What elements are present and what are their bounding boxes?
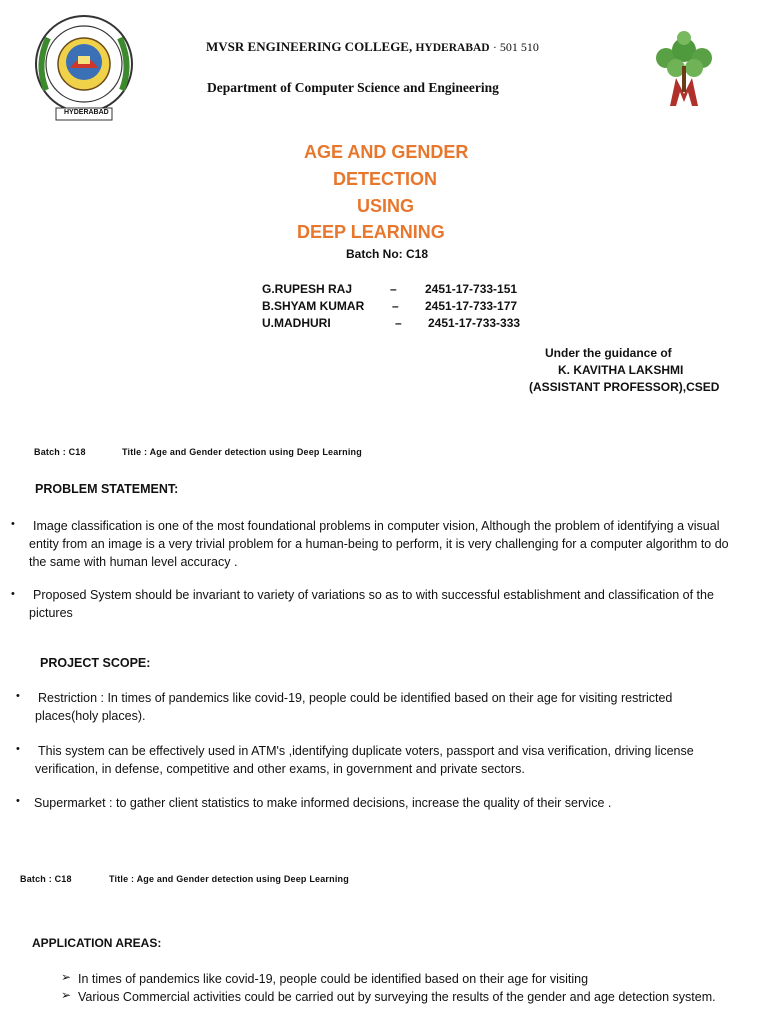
logo-caption: HYDERABAD [64, 109, 109, 116]
guide-name: K. KAVITHA LAKSHMI [558, 363, 684, 377]
guidance-label: Under the guidance of [545, 346, 672, 360]
member-dash-3: – [395, 316, 402, 330]
member-dash-1: – [390, 282, 397, 296]
member-name-2: B.SHYAM KUMAR [262, 299, 365, 313]
problem-item-1: Image classification is one of the most foundational problems in computer vision, Although the problem of identifying a visual entity from an image is a very trivial problem for a human-being to perform, it is very challenging for a computer algorithm to do the same with human level accuracy . [29, 519, 729, 569]
title-line-4: DEEP LEARNING [297, 222, 445, 242]
title-line-2: DETECTION [333, 169, 438, 189]
scope-item-2: This system can be effectively used in ATM's ,identifying duplicate voters, passport and visa verification, driving license verification, in defense, competitive and other exams, in government and private sectors. [35, 744, 694, 776]
member-name-3: U.MADHURI [262, 316, 331, 330]
member-dash-2: – [392, 299, 399, 313]
arrow-bullet-1: ➢ [61, 970, 72, 984]
department-name: Department of Computer Science and Engineering [207, 80, 499, 95]
problem-bullet-2: • [11, 588, 15, 600]
society-logo [626, 14, 744, 114]
guide-designation: (ASSISTANT PROFESSOR),CSED [529, 380, 720, 394]
member-roll-3: 2451-17-733-333 [428, 316, 521, 330]
running-header-title-2: Title : Age and Gender detection using Deep Learning [109, 874, 349, 884]
running-header-batch: Batch : C18 [34, 447, 86, 457]
scope-heading: PROJECT SCOPE: [40, 656, 151, 670]
application-item-1: In times of pandemics like covid-19, people could be identified based on their age for visiting [78, 972, 589, 986]
scope-bullet-2: • [16, 743, 20, 755]
applications-heading: APPLICATION AREAS: [32, 936, 162, 950]
problem-bullet-1: • [11, 518, 15, 530]
tree-logo-graphic [626, 14, 744, 114]
batch-number: Batch No: C18 [346, 247, 429, 261]
scope-item-3: Supermarket : to gather client statistics to make informed decisions, increase the quality of their service . [34, 796, 612, 810]
application-item-2: Various Commercial activities could be carried out by surveying the results of the gender and age detection system. [78, 990, 716, 1004]
running-header-batch-2: Batch : C18 [20, 874, 72, 884]
college-city: HYDERABAD [415, 42, 490, 54]
member-roll-1: 2451-17-733-151 [425, 282, 518, 296]
scope-bullet-3: • [16, 795, 20, 807]
title-line-1: AGE AND GENDER [304, 142, 469, 162]
problem-heading: PROBLEM STATEMENT: [35, 482, 179, 496]
scope-bullet-1: • [16, 690, 20, 702]
member-roll-2: 2451-17-733-177 [425, 299, 518, 313]
problem-item-2: Proposed System should be invariant to variety of variations so as to with successful establishment and classification of the pictures [29, 588, 714, 620]
college-pin: · 501 510 [492, 40, 539, 54]
running-header-title: Title : Age and Gender detection using Deep Learning [122, 447, 362, 457]
college-logo [26, 12, 144, 124]
arrow-bullet-2: ➢ [61, 988, 72, 1002]
scope-item-1: Restriction : In times of pandemics like covid-19, people could be identified based on their age for visiting restricted places(holy places). [35, 691, 673, 723]
college-name-text: MVSR ENGINEERING COLLEGE, [206, 39, 413, 54]
college-logo-graphic [26, 12, 144, 124]
member-name-1: G.RUPESH RAJ [262, 282, 353, 296]
title-line-3: USING [357, 196, 415, 216]
college-name [206, 39, 539, 55]
